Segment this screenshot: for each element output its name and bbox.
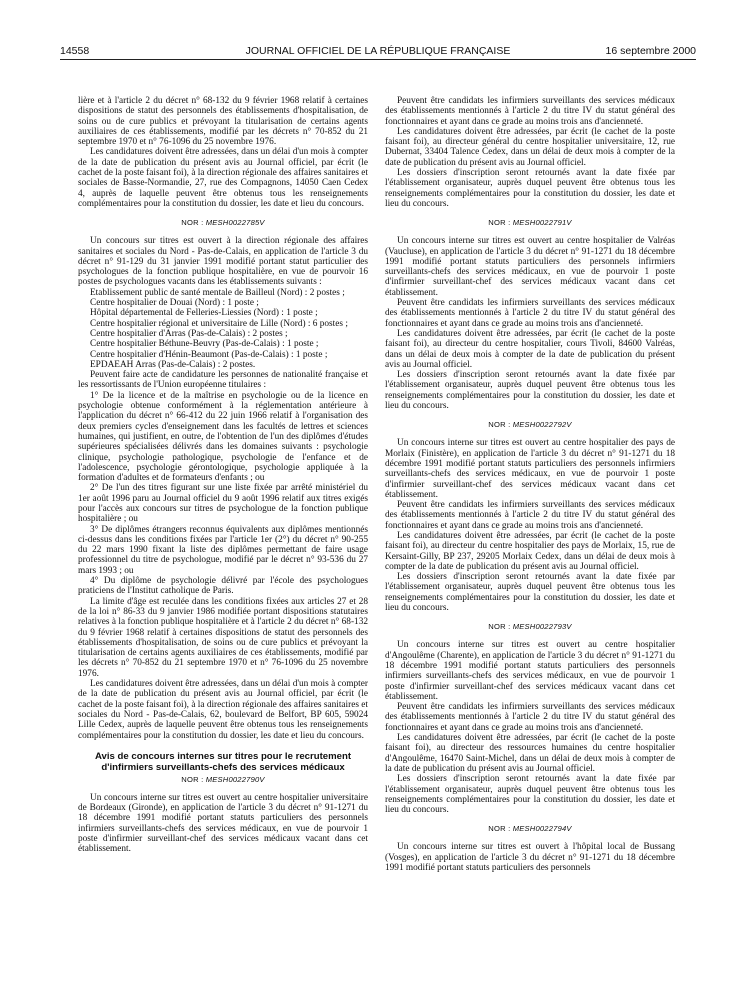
nor-code: MESH0022791V — [512, 218, 572, 228]
paragraph: Peuvent être candidats les infirmiers surveillants des services médicaux des établissements mentionnés à l'article 2 du titre IV du statut général des fonctionnaires et ayant dans ce grade au moins trois ans d'ancienneté. — [385, 96, 675, 127]
paragraph: Les candidatures doivent être adressées, par écrit (le cachet de la poste faisant foi), au directeur du centre hospitalier, cours Tivoli, 84600 Valréas, dans un délai de deux mois à compter de la date de publication du présent avis au Journal officiel. — [385, 328, 675, 370]
paragraph: Centre hospitalier d'Arras (Pas-de-Calais) : 2 postes ; — [90, 328, 288, 339]
paragraph: Les dossiers d'inscription seront retournés avant la date fixée par l'établissement organisateur, auprès duquel peuvent être obtenus tous les renseignements complémentaires pour la constitution du dossier, les date et lieu du concours. — [385, 572, 675, 614]
paragraph: Les candidatures doivent être adressées, par écrit (le cachet de la poste faisant foi), au directeur général du centre hospitalier universitaire, 12, rue Dubernat, 33404 Talence Cedex, dans un délai de deux mois à compter de la date de publication du présent avis au Journal officiel. — [385, 126, 675, 168]
nor-code: MESH0022785V — [205, 218, 265, 228]
nor-code: MESH0022793V — [512, 622, 572, 632]
paragraph: Un concours interne sur titres est ouvert au centre hospitalier des pays de Morlaix (Finistère), en application de l'article 3 du décret n° 91-1271 du 18 décembre 1991 modifié portant statuts particuliers des personnels infirmiers surveillants-chefs des services médicaux, en vue de pourvoir 1 poste d'infirmier surveillant-chef des services médicaux vacant dans cet établissement. — [385, 438, 675, 500]
paragraph: Centre hospitalier Béthune-Beuvry (Pas-de-Calais) : 1 poste ; — [90, 339, 319, 350]
paragraph: Etablissement public de santé mentale de Bailleul (Nord) : 2 postes ; — [90, 287, 345, 298]
paragraph: lière et à l'article 2 du décret n° 68-132 du 9 février 1968 relatif à certaines dispositions de statut des personnels des établissements d'hospitalisation, de soins ou de cure publics et prévoyant la titularisation de certains agents auxiliaires de ces établissements, modifié par les décrets n° 70-852 du 21 septembre 1970 et n° 76-1096 du 25 novembre 1976. — [78, 96, 368, 148]
paragraph: La limite d'âge est reculée dans les conditions fixées aux articles 27 et 28 de la loi n° 86-33 du 9 janvier 1986 modifiée portant dispositions statutaires relatives à la fonction publique hospitalière et à l'article 2 du décret n° 68-132 du 9 février 1968 relatif à certaines dispositions de statut des personnels des établissements d'hospitalisation, de soins ou de cure publics et prévoyant la titularisation de certains agents auxiliaires de ces établissements, modifié par les décrets n° 70-852 du 21 septembre 1970 et n° 76-1096 du 25 novembre 1976. — [78, 596, 368, 679]
nor-code: MESH0022794V — [512, 824, 572, 834]
page-number: 14558 — [60, 45, 90, 57]
nor-reference — [78, 775, 368, 785]
nor-reference — [385, 824, 675, 834]
journal-title: JOURNAL OFFICIEL DE LA RÉPUBLIQUE FRANÇAISE — [245, 45, 511, 57]
paragraph: Les candidatures doivent être adressées, par écrit (le cachet de la poste faisant foi), au directeur du centre hospitalier des pays de Morlaix, 15, rue de Kersaint-Gilly, BP 237, 29205 Morlaix Cedex, dans un délai de deux mois à compter de la date de publication du présent avis au Journal officiel. — [385, 530, 675, 572]
paragraph: Centre hospitalier d'Hénin-Beaumont (Pas-de-Calais) : 1 poste ; — [90, 349, 328, 360]
paragraph: 1° De la licence et de la maîtrise en psychologie ou de la licence en psychologie obtenue conformément à la réglementation antérieure à l'application du décret n° 66-412 du 22 juin 1966 relatif à l'organisation des deux premiers cycles d'enseignement dans les facultés de lettres et sciences humaines, qui justifient, en outre, de l'obtention de l'un des diplômes d'études supérieures spécialisées délivrés dans les domaines suivants : psychologie clinique, psychologie pathologique, psychologie de l'enfance et de l'adolescence, psychologie gérontologique, psychologie appliquée à la formation d'adultes et de formateurs d'enfants ; ou — [78, 390, 368, 484]
publication-date: 16 septembre 2000 — [605, 45, 696, 57]
paragraph: EPDAEAH Arras (Pas-de-Calais) : 2 postes. — [90, 359, 256, 370]
nor-label: NOR : — [181, 218, 204, 228]
paragraph: Les dossiers d'inscription seront retournés avant la date fixée par l'établissement organisateur, auprès duquel peuvent être obtenus tous les renseignements complémentaires pour la constitution du dossier, les date et lieu du concours. — [385, 774, 675, 816]
paragraph: Centre hospitalier régional et universitaire de Lille (Nord) : 6 postes ; — [90, 318, 348, 329]
header-rule — [60, 59, 696, 60]
nor-code: MESH0022792V — [512, 420, 572, 430]
nor-reference — [385, 420, 675, 430]
paragraph: Un concours interne sur titres est ouvert à l'hôpital local de Bussang (Vosges), en application de l'article 3 du décret n° 91-1271 du 18 décembre 1991 modifié portant statuts particuliers des personnels — [385, 842, 675, 873]
nor-reference — [78, 218, 368, 228]
right-column — [385, 96, 675, 984]
nor-label: NOR : — [488, 622, 511, 632]
paragraph: Un concours sur titres est ouvert à la direction régionale des affaires sanitaires et sociales du Nord - Pas-de-Calais, en application de l'article 3 du décret n° 91-129 du 31 janvier 1991 modifié portant statut particulier des psychologues de la fonction publique hospitalière, en vue de pourvoir 16 postes de psychologues vacants dans les établissements suivants : — [78, 236, 368, 288]
paragraph: 4° Du diplôme de psychologie délivré par l'école des psychologues praticiens de l'Institut catholique de Paris. — [78, 576, 368, 597]
paragraph: Les dossiers d'inscription seront retournés avant la date fixée par l'établissement organisateur, auprès duquel peuvent être obtenus tous les renseignements complémentaires pour la constitution du dossier, les date et lieu du concours. — [385, 370, 675, 412]
paragraph: Un concours interne sur titres est ouvert au centre hospitalier d'Angoulême (Charente), en application de l'article 3 du décret n° 91-1271 du 18 décembre 1991 modifié portant statuts particuliers des personnels infirmiers surveillants-chefs des services médicaux, en vue de pourvoir 1 poste d'infirmier surveillant-chef des services médicaux vacant dans cet établissement. — [385, 640, 675, 702]
paragraph: Peuvent être candidats les infirmiers surveillants des services médicaux des établissements mentionnés à l'article 2 du titre IV du statut général des fonctionnaires et ayant dans ce grade au moins trois ans d'ancienneté. — [385, 500, 675, 531]
paragraph: Un concours interne sur titres est ouvert au centre hospitalier de Valréas (Vaucluse), en application de l'article 3 du décret n° 91-1271 du 18 décembre 1991 modifié portant statuts particuliers des personnels infirmiers surveillants-chefs des services médicaux, en vue de pourvoir 1 poste d'infirmier surveillant-chef des services médicaux vacant dans cet établissement. — [385, 236, 675, 298]
nor-label: NOR : — [488, 218, 511, 228]
paragraph: Centre hospitalier de Douai (Nord) : 1 poste ; — [90, 298, 259, 309]
paragraph: Peuvent être candidats les infirmiers surveillants des services médicaux des établissements mentionnés à l'article 2 du titre IV du statut général des fonctionnaires et ayant dans ce grade au moins trois ans d'ancienneté. — [385, 298, 675, 329]
page-header — [60, 44, 696, 58]
nor-label: NOR : — [488, 824, 511, 834]
paragraph: Les candidatures doivent être adressées, dans un délai d'un mois à compter de la date de publication du présent avis au Journal officiel, par écrit (le cachet de la poste faisant foi), à la direction régionale des affaires sanitaires et sociales de Basse-Normandie, 27, rue des Compagnons, 14050 Caen Cedex 4, auprès de laquelle peuvent être obtenus tous les renseignements complémentaires pour la constitution du dossier, les date et lieu du concours. — [78, 147, 368, 209]
paragraph: Peuvent être candidats les infirmiers surveillants des services médicaux des établissements mentionnés à l'article 2 du titre IV du statut général des fonctionnaires et ayant dans ce grade au moins trois ans d'ancienneté. — [385, 702, 675, 733]
paragraph: Les dossiers d'inscription seront retournés avant la date fixée par l'établissement organisateur, auprès duquel peuvent être obtenus tous les renseignements complémentaires pour la constitution du dossier, les date et lieu du concours. — [385, 168, 675, 209]
paragraph: 3° De diplômes étrangers reconnus équivalents aux diplômes mentionnés ci-dessus dans les conditions fixées par l'article 1er (2°) du décret n° 90-255 du 22 mars 1990 fixant la liste des diplômes permettant de faire usage professionnel du titre de psychologue, modifié par le décret n° 93-536 du 27 mars 1993 ; ou — [78, 524, 368, 576]
paragraph: Peuvent faire acte de candidature les personnes de nationalité française et les ressortissants de l'Union européenne titulaires : — [78, 370, 368, 391]
nor-label: NOR : — [488, 420, 511, 430]
section-heading: Avis de concours internes sur titres pour le recrutement d'infirmiers surveillants-chefs des services médicaux — [94, 750, 352, 773]
left-column — [78, 96, 368, 984]
nor-reference — [385, 218, 675, 228]
nor-reference — [385, 622, 675, 632]
paragraph: 2° De l'un des titres figurant sur une liste fixée par arrêté ministériel du 1er août 1996 paru au Journal officiel du 9 août 1996 relatif aux titres exigés pour l'accès aux concours sur titres de psychologue de la fonction publique hospitalière ; ou — [78, 483, 368, 525]
paragraph: Hôpital départemental de Felleries-Liessies (Nord) : 1 poste ; — [90, 308, 318, 319]
paragraph: Les candidatures doivent être adressées, dans un délai d'un mois à compter de la date de publication du présent avis au Journal officiel, par écrit (le cachet de la poste faisant foi), à la direction régionale des affaires sanitaires et sociales du Nord - Pas-de-Calais, 62, boulevard de Belfort, BP 605, 59024 Lille Cedex, auprès de laquelle peuvent être obtenus tous les renseignements complémentaires pour la constitution du dossier, les date et lieu du concours. — [78, 679, 368, 741]
paragraph: Un concours interne sur titres est ouvert au centre hospitalier universitaire de Bordeaux (Gironde), en application de l'article 3 du décret n° 91-1271 du 18 décembre 1991 modifié portant statuts particuliers des personnels infirmiers surveillants-chefs des services médicaux, en vue de pourvoir 1 poste d'infirmier surveillant-chef des services médicaux vacant dans cet établissement. — [78, 792, 368, 855]
paragraph: Les candidatures doivent être adressées, par écrit (le cachet de la poste faisant foi), au directeur des ressources humaines du centre hospitalier d'Angoulême, 16470 Saint-Michel, dans un délai de deux mois à compter de la date de publication du présent avis au Journal officiel. — [385, 733, 675, 774]
nor-code: MESH0022790V — [205, 774, 265, 784]
nor-label: NOR : — [181, 774, 204, 784]
